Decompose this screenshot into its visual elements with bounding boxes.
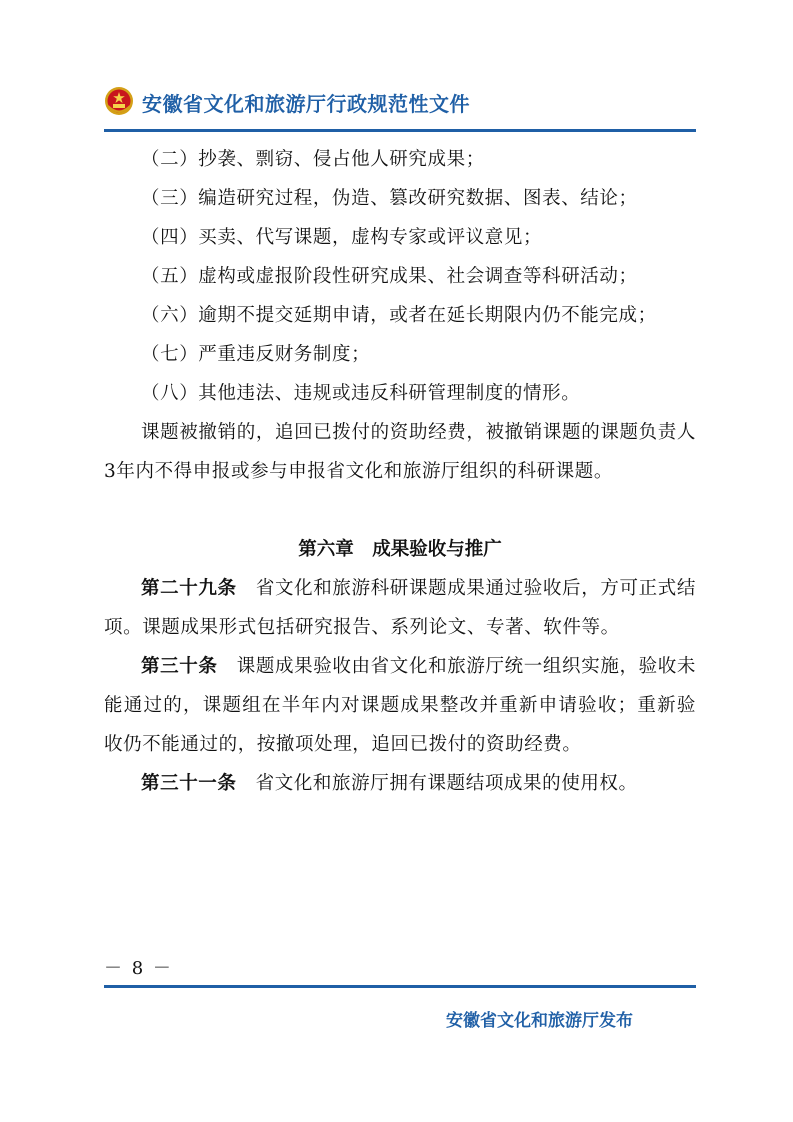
page-number: － 8 － (104, 958, 173, 979)
header-title: 安徽省文化和旅游厅行政规范性文件 (142, 92, 470, 116)
article-text: 省文化和旅游厅拥有课题结项成果的使用权。 (255, 773, 638, 794)
footer-divider (104, 985, 696, 988)
list-item: （六）逾期不提交延期申请，或者在延长期限内仍不能完成； (141, 305, 657, 326)
article-gap (237, 773, 256, 794)
list-item: （八）其他违法、违规或违反科研管理制度的情形。 (141, 383, 581, 404)
article-text: 省文化和旅游科研课题成果通过验收后，方可正式结项。课题成果形式包括研究报告、系列论文、专著、软件等。 (104, 578, 696, 638)
publisher-label: 安徽省文化和旅游厅发布 (446, 1011, 633, 1031)
list-item: （七）严重违反财务制度； (141, 344, 371, 365)
article-heading: 第三十一条 (141, 773, 237, 794)
list-item: （四）买卖、代写课题，虚构专家或评议意见； (141, 227, 543, 248)
article-gap (218, 656, 237, 677)
article-31 (104, 764, 696, 803)
article-text: 课题成果验收由省文化和旅游厅统一组织实施，验收未能通过的，课题组在半年内对课题成果整改并重新申请验收；重新验收仍不能通过的，按撤项处理，追回已拨付的资助经费。 (104, 656, 696, 755)
section-spacer (104, 491, 696, 530)
document-body (104, 140, 696, 803)
article-gap (237, 578, 256, 599)
list-item: （五）虚构或虚报阶段性研究成果、社会调查等科研活动； (141, 266, 638, 287)
header-divider (104, 129, 696, 132)
article-29 (104, 569, 696, 647)
chapter-title: 第六章 成果验收与推广 (298, 539, 502, 560)
article-30 (104, 647, 696, 764)
national-emblem-icon (104, 86, 134, 116)
document-header (104, 82, 696, 122)
article-heading: 第三十条 (141, 656, 218, 677)
list-item: （二）抄袭、剽窃、侵占他人研究成果； (141, 149, 485, 170)
revocation-paragraph: 课题被撤销的，追回已拨付的资助经费，被撤销课题的课题负责人3年内不得申报或参与申报省文化和旅游厅组织的科研课题。 (104, 422, 696, 482)
list-item: （三）编造研究过程，伪造、篡改研究数据、图表、结论； (141, 188, 638, 209)
article-heading: 第二十九条 (141, 578, 237, 599)
